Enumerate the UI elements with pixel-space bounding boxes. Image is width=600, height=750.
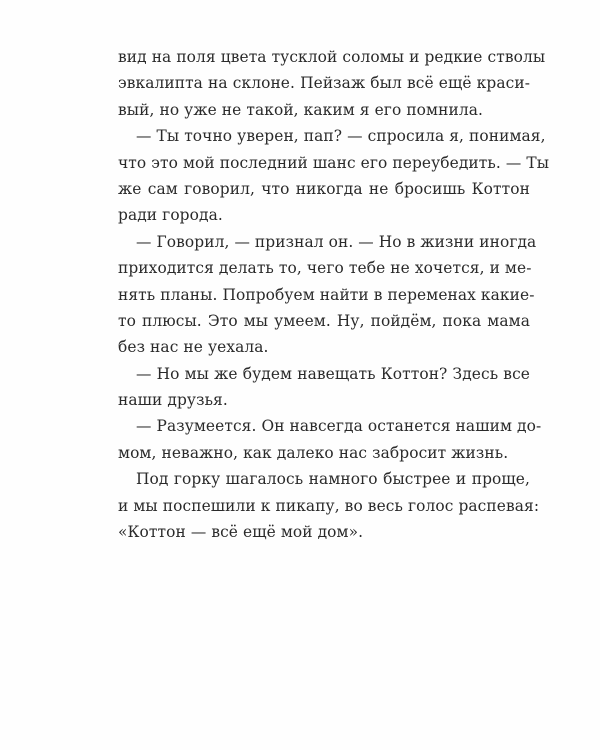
text-line: «Коттон — всё ещё мой дом».	[118, 523, 364, 542]
text-line: эвкалипта на склоне. Пейзаж был всё ещё краси-	[118, 74, 530, 93]
text-line: ради города.	[118, 206, 223, 225]
text-line: — Говорил, — признал он. — Но в жизни иногда	[136, 232, 537, 251]
text-line: — Но мы же будем навещать Коттон? Здесь все	[136, 364, 530, 383]
text-line: вид на поля цвета тусклой соломы и редкие стволы	[118, 48, 546, 66]
text-line: — Ты точно уверен, пап? — спросила я, понимая,	[136, 127, 546, 146]
text-line: что это мой последний шанс его переубедить. — Ты	[118, 153, 550, 172]
text-line: и мы поспешили к пикапу, во весь голос распевая:	[118, 496, 540, 515]
text-line: то плюсы. Это мы умеем. Ну, пойдём, пока мама	[118, 311, 530, 330]
text-line: приходится делать то, чего тебе не хочется, и ме-	[118, 259, 532, 278]
text-line: мом, неважно, как далеко нас забросит жизнь.	[118, 443, 509, 462]
text-line: же сам говорил, что никогда не бросишь Коттон	[118, 179, 530, 198]
text-line: наши друзья.	[118, 391, 228, 410]
body-text	[118, 44, 550, 545]
text-line: — Разумеется. Он навсегда останется нашим до-	[136, 417, 542, 436]
text-line: нять планы. Попробуем найти в переменах какие-	[118, 285, 535, 304]
text-line: без нас не уехала.	[118, 338, 269, 357]
text-line: вый, но уже не такой, каким я его помнила.	[118, 100, 483, 119]
text-line: Под горку шагалось намного быстрее и проще,	[136, 470, 530, 489]
